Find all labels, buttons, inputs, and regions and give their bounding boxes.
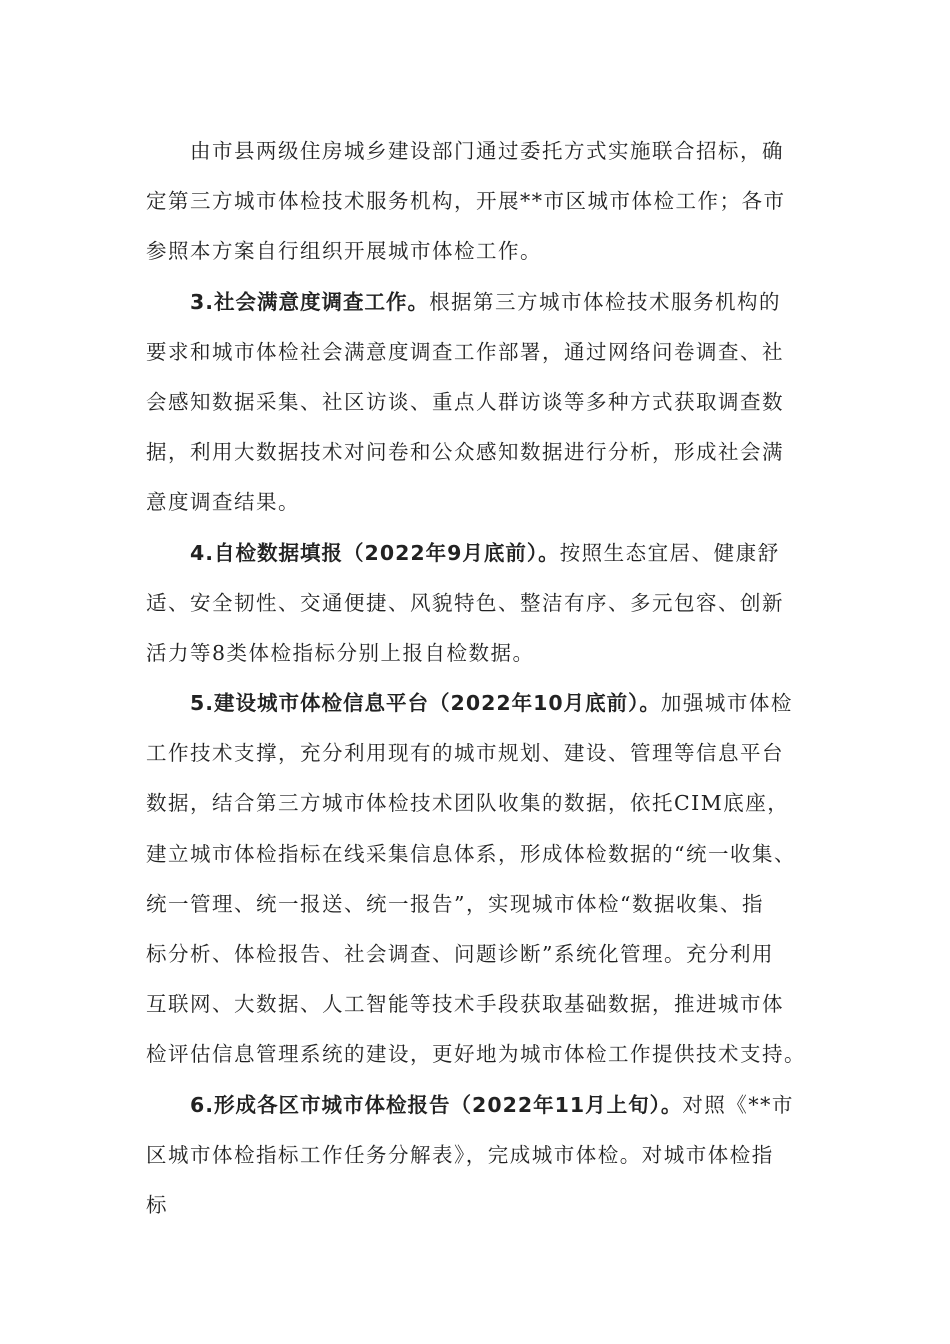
text-line: 适、安全韧性、交通便捷、风貌特色、整洁有序、多元包容、创新 <box>146 590 784 615</box>
text-line <box>146 528 810 578</box>
text-line: 数据，结合第三方城市体检技术团队收集的数据，依托CIM底座， <box>146 791 790 816</box>
text-line: 由市县两级住房城乡建设部门通过委托方式实施联合招标，确 <box>190 139 784 163</box>
text-line: 区城市体检指标工作任务分解表》，完成城市体检。对城市体检指 <box>146 1142 774 1167</box>
section-heading: 3.社会满意度调查工作。 <box>190 289 430 314</box>
text-line: 标分析、体检报告、社会调查、问题诊断”系统化管理。充分利用 <box>146 942 774 966</box>
section-heading: 5.建设城市体检信息平台（2022年10月底前）。 <box>190 691 661 716</box>
text-line: 要求和城市体检社会满意度调查工作部署，通过网络问卷调查、社 <box>146 339 784 364</box>
text-run: 对照《**市 <box>682 1092 794 1117</box>
text-run: 按照生态宜居、健康舒 <box>559 540 780 565</box>
text-line: 检评估信息管理系统的建设，更好地为城市体检工作提供技术支持。 <box>146 1042 806 1067</box>
paragraph-4 <box>146 528 810 679</box>
text-line: 定第三方城市体检技术服务机构，开展**市区城市体检工作；各市 <box>146 189 786 214</box>
paragraph-3 <box>146 277 810 528</box>
text-run: 根据第三方城市体检技术服务机构的 <box>429 289 782 314</box>
text-line <box>146 277 810 327</box>
section-heading: 6.形成各区市城市体检报告（2022年11月上旬）。 <box>190 1092 683 1117</box>
text-run: 加强城市体检 <box>660 691 793 716</box>
text-line: 会感知数据采集、社区访谈、重点人群访谈等多种方式获取调查数 <box>146 389 784 414</box>
document-body <box>146 126 810 1230</box>
text-line: 互联网、大数据、人工智能等技术手段获取基础数据，推进城市体 <box>146 992 784 1017</box>
paragraph-5 <box>146 678 810 1080</box>
text-line <box>146 1080 810 1130</box>
text-line: 据，利用大数据技术对问卷和公众感知数据进行分析，形成社会满 <box>146 440 784 465</box>
text-line: 建立城市体检指标在线采集信息体系，形成体检数据的“统一收集、 <box>146 841 796 866</box>
text-line: 意度调查结果。 <box>146 490 300 515</box>
paragraph-6 <box>146 1080 810 1231</box>
text-line: 参照本方案自行组织开展城市体检工作。 <box>146 239 542 264</box>
text-line: 工作技术支撑，充分利用现有的城市规划、建设、管理等信息平台 <box>146 741 784 766</box>
text-line <box>146 678 810 728</box>
text-line: 标 <box>146 1192 168 1217</box>
text-line: 统一管理、统一报送、统一报告”，实现城市体检“数据收集、指 <box>146 891 764 916</box>
text-line: 活力等8类体检指标分别上报自检数据。 <box>146 640 535 665</box>
paragraph-1 <box>146 126 810 277</box>
section-heading: 4.自检数据填报（2022年9月底前）。 <box>190 540 560 565</box>
